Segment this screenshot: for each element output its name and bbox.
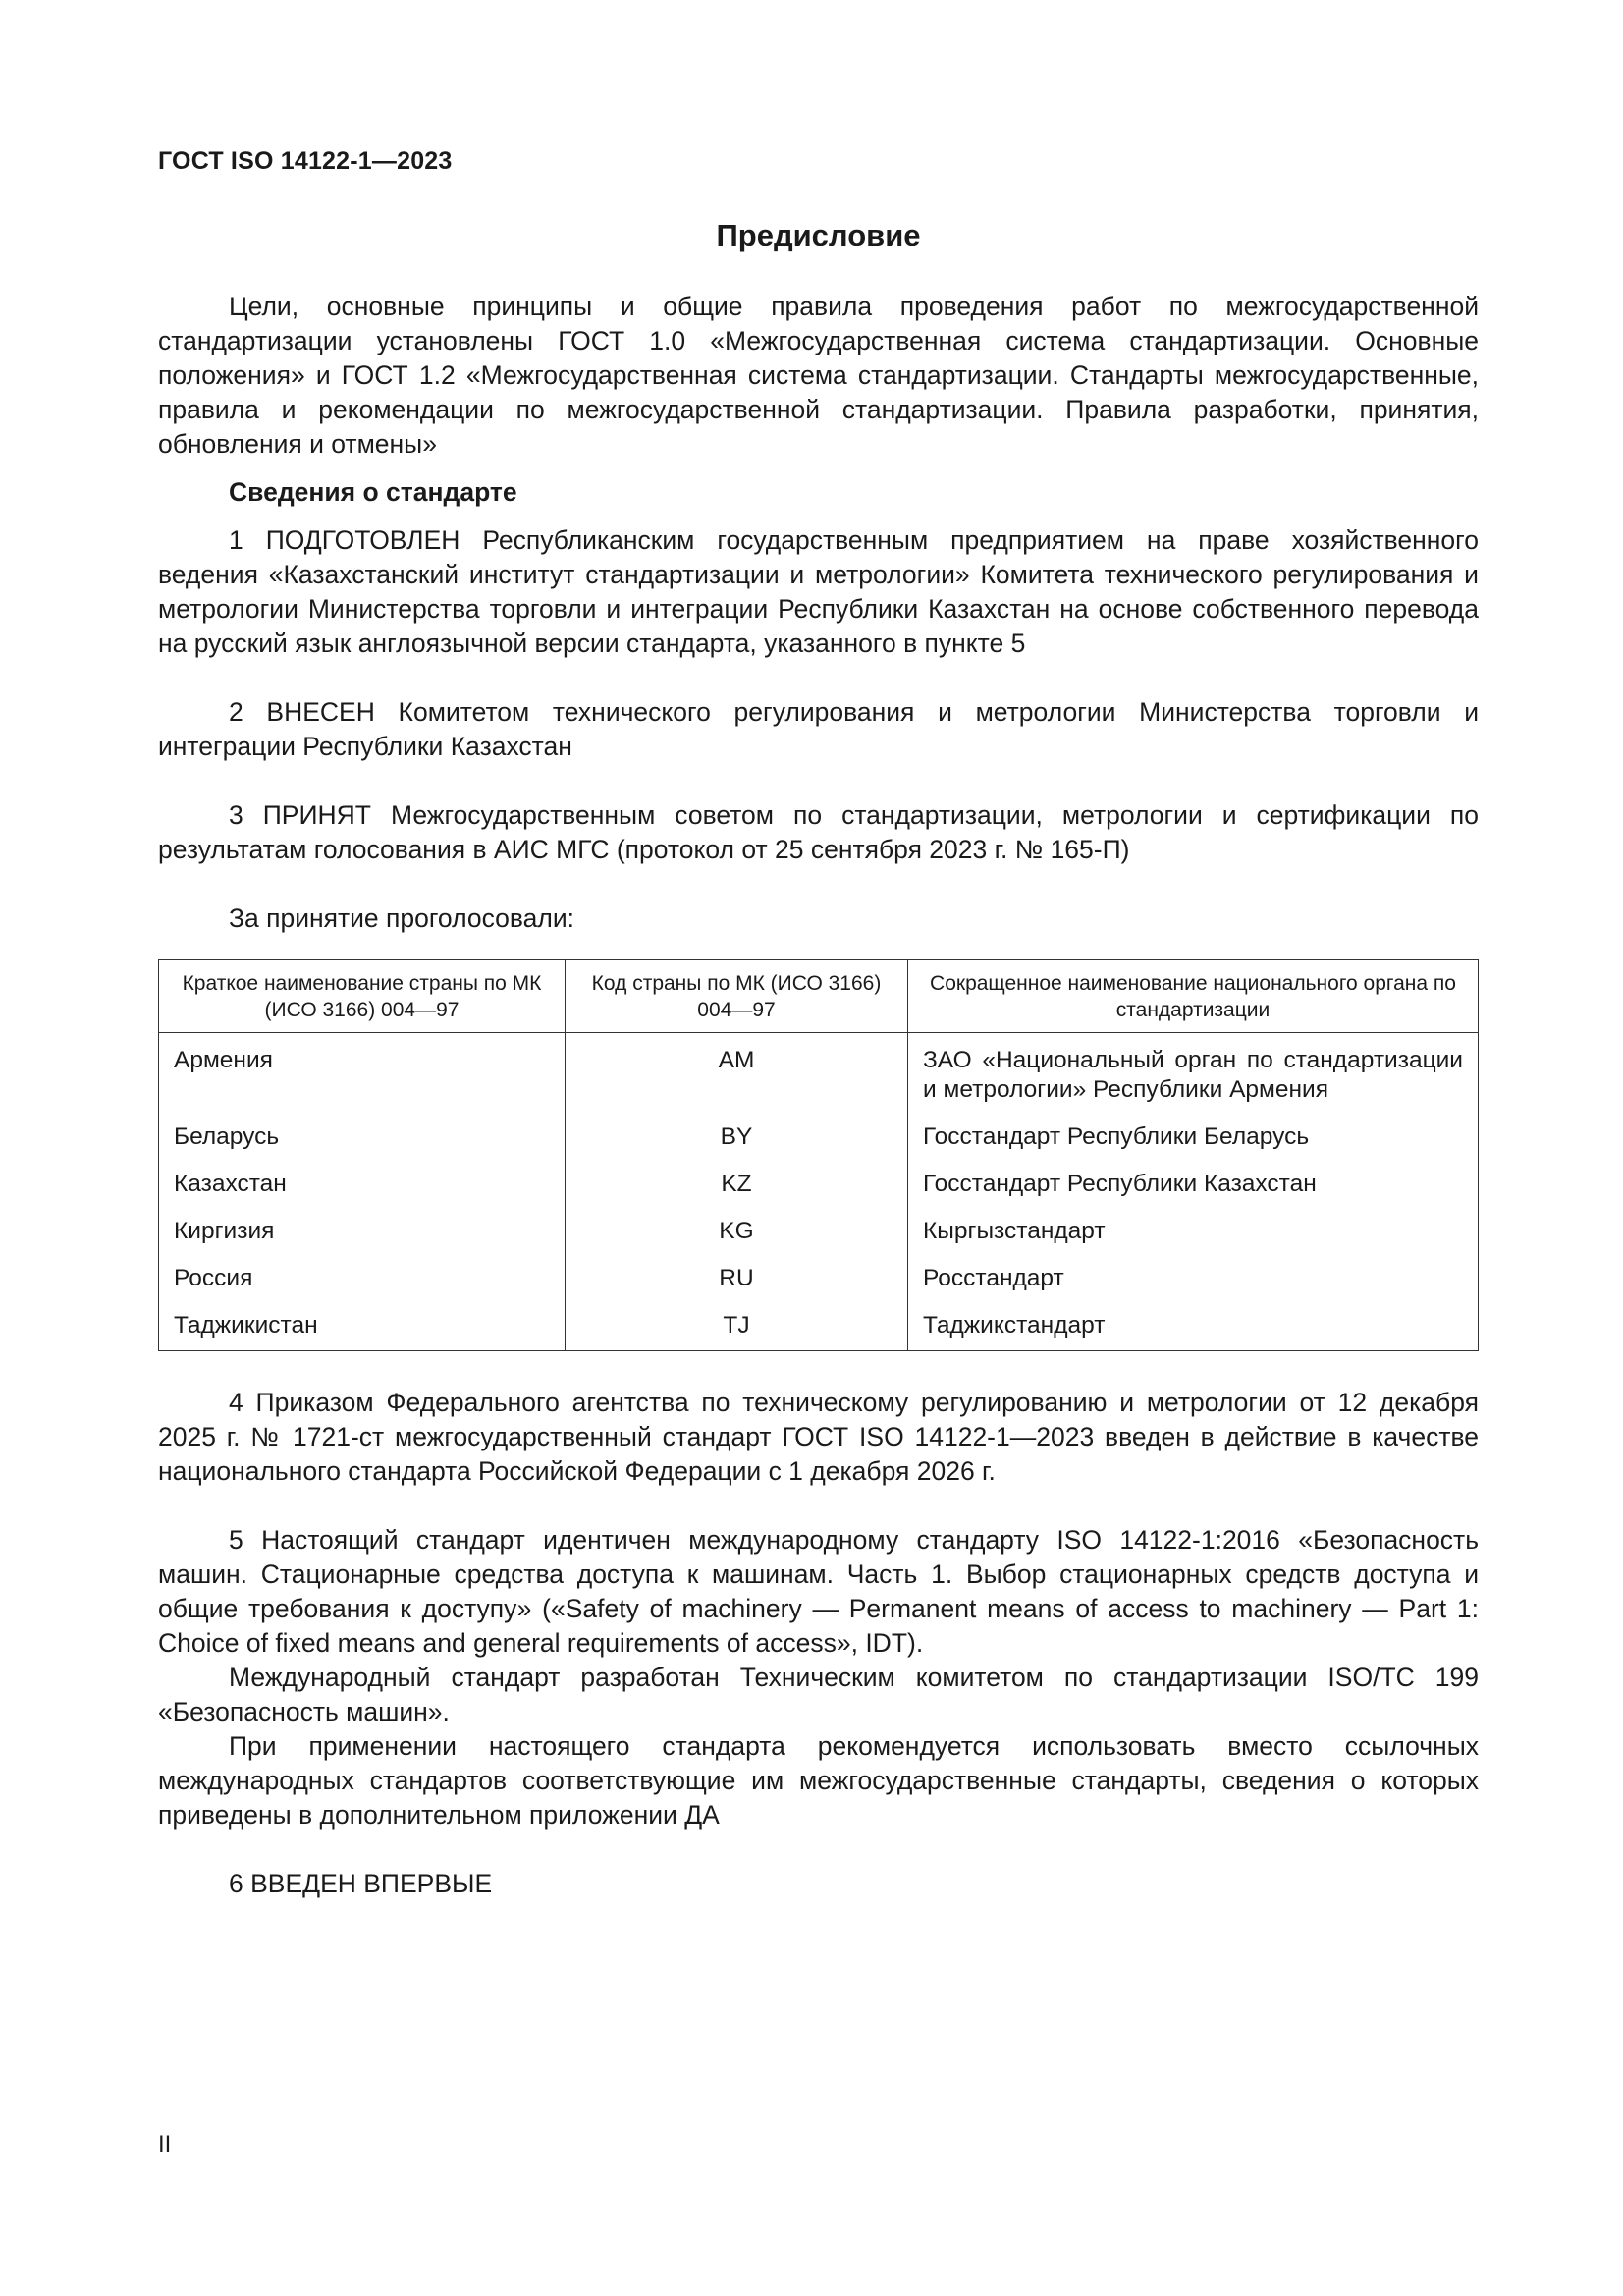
- page-number: II: [158, 2131, 172, 2158]
- section-heading: Сведения о стандарте: [229, 477, 517, 507]
- intro-paragraph: Цели, основные принципы и общие правила проведения работ по межгосударственной стандартизации установлены ГОСТ 1.0 «Межгосударственная система стандартизации. Основные положения» и ГОСТ 1.2 «Межгосударственная система стандартизации. Стандарты межгосударственные, правила и рекомендации по межгосударственной стандартизации. Правила разработки, принятия, обновления и отмены»: [158, 292, 1479, 459]
- header-country-code: Код страны по МК (ИСО 3166) 004—97: [566, 960, 908, 1033]
- country-cell: Киргизия: [159, 1209, 566, 1256]
- item-6-first-introduced: 6 ВВЕДЕН ВПЕРВЫЕ: [229, 1869, 493, 1898]
- item-4-order: 4 Приказом Федерального агентства по техническому регулированию и метрологии от 12 декабря 2025 г. № 1721-ст межгосударственный стандарт ГОСТ ISO 14122-1—2023 введен в действие в качестве национального стандарта Российской Федерации с 1 декабря 2026 г.: [158, 1388, 1479, 1486]
- country-cell: Армения: [159, 1033, 566, 1116]
- org-cell: ЗАО «Национальный орган по стандартизации и метрологии» Республики Армения: [908, 1033, 1479, 1116]
- table-row: [159, 1256, 1479, 1303]
- country-cell: Казахстан: [159, 1162, 566, 1209]
- item-5-references: При применении настоящего стандарта рекомендуется использовать вместо ссылочных международных стандартов соответствующие им межгосударственные стандарты, сведения о которых приведены в дополнительном приложении ДА: [158, 1731, 1479, 1830]
- org-cell: Госстандарт Республики Беларусь: [908, 1115, 1479, 1162]
- table-header-row: [159, 960, 1479, 1033]
- document-id-header: ГОСТ ISO 14122-1—2023: [158, 147, 453, 175]
- code-cell: KZ: [566, 1162, 908, 1209]
- table-row: [159, 1115, 1479, 1162]
- org-cell: Таджикстандарт: [908, 1303, 1479, 1351]
- vote-intro: За принятие проголосовали:: [229, 903, 575, 933]
- code-cell: RU: [566, 1256, 908, 1303]
- org-cell: Росстандарт: [908, 1256, 1479, 1303]
- code-cell: BY: [566, 1115, 908, 1162]
- table-row: [159, 1033, 1479, 1116]
- item-1-prepared: 1 ПОДГОТОВЛЕН Республиканским государственным предприятием на праве хозяйственного ведения «Казахстанский институт стандартизации и метрологии» Комитета технического регулирования и метрологии Министерства торговли и интеграции Республики Казахстан на основе собственного перевода на русский язык англоязычной версии стандарта, указанного в пункте 5: [158, 525, 1479, 658]
- code-cell: AM: [566, 1033, 908, 1116]
- country-cell: Таджикистан: [159, 1303, 566, 1351]
- voting-table: [158, 959, 1479, 1351]
- country-cell: Беларусь: [159, 1115, 566, 1162]
- preface-content: [158, 216, 1479, 1901]
- header-national-body: Сокращенное наименование национального органа по стандартизации: [908, 960, 1479, 1033]
- code-cell: TJ: [566, 1303, 908, 1351]
- page-title: Предисловие: [716, 218, 921, 252]
- item-5-committee: Международный стандарт разработан Техническим комитетом по стандартизации ISO/TC 199 «Безопасность машин».: [158, 1663, 1479, 1726]
- org-cell: Госстандарт Республики Казахстан: [908, 1162, 1479, 1209]
- item-2-introduced: 2 ВНЕСЕН Комитетом технического регулирования и метрологии Министерства торговли и интеграции Республики Казахстан: [158, 697, 1479, 761]
- country-cell: Россия: [159, 1256, 566, 1303]
- table-row: [159, 1303, 1479, 1351]
- code-cell: KG: [566, 1209, 908, 1256]
- table-row: [159, 1162, 1479, 1209]
- header-country-name: Краткое наименование страны по МК (ИСО 3166) 004—97: [159, 960, 566, 1033]
- item-5-identical: 5 Настоящий стандарт идентичен международному стандарту ISO 14122-1:2016 «Безопасность машин. Стационарные средства доступа к машинам. Часть 1. Выбор стационарных средств доступа и общие требования к доступу» («Safety of machinery — Permanent means of access to machinery — Part 1: Choice of fixed means and general requirements of access», IDT).: [158, 1525, 1479, 1658]
- table-row: [159, 1209, 1479, 1256]
- item-3-adopted: 3 ПРИНЯТ Межгосударственным советом по стандартизации, метрологии и сертификации по результатам голосования в АИС МГС (протокол от 25 сентября 2023 г. № 165-П): [158, 800, 1479, 864]
- org-cell: Кыргызстандарт: [908, 1209, 1479, 1256]
